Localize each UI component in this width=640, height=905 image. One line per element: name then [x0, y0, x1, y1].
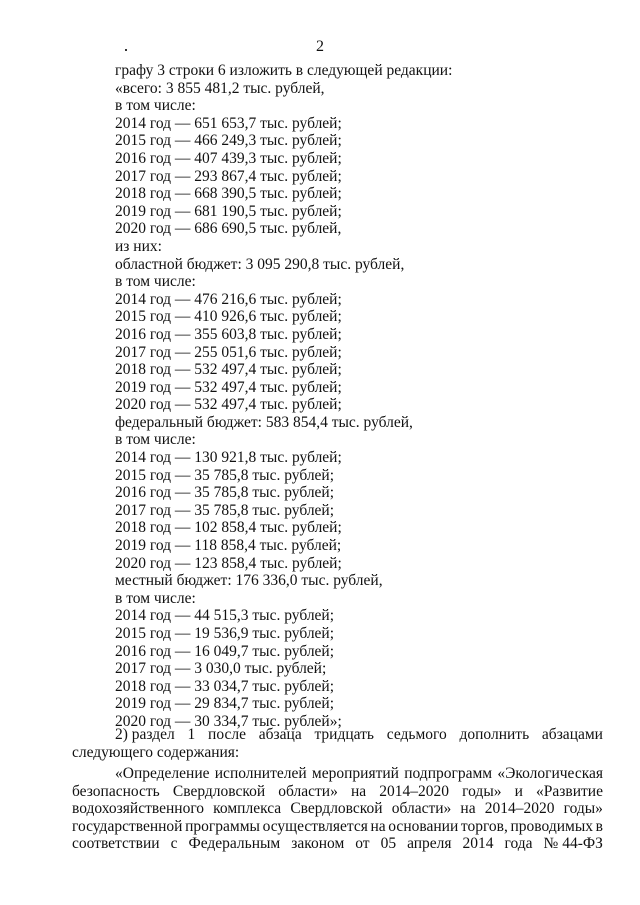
justified-line: [72, 765, 603, 783]
including-label: в том числе:: [115, 589, 196, 607]
year-line: 2018 год — 668 390,5 тыс. рублей;: [115, 185, 342, 203]
word-row: [72, 800, 603, 818]
justified-line: [72, 726, 603, 744]
year-line: 2018 год — 33 034,7 тыс. рублей;: [115, 677, 335, 695]
intro-line: графу 3 строки 6 изложить в следующей редакции:: [115, 62, 453, 79]
word: на: [460, 800, 476, 818]
word: осуществляется: [262, 817, 368, 835]
word: абзаца: [258, 726, 302, 743]
word: подпрограмм: [404, 765, 493, 782]
word: на: [350, 782, 367, 800]
word: мероприятий: [311, 765, 399, 782]
page-number: 2: [316, 38, 324, 55]
word: 2014–2020: [379, 782, 450, 800]
scan-dot: [125, 49, 127, 51]
justified-line: [72, 818, 603, 836]
word-row: [72, 818, 603, 836]
regional-budget-line: областной бюджет: 3 095 290,8 тыс. рублей,: [115, 255, 405, 273]
year-line: 2017 год — 3 030,0 тыс. рублей;: [115, 660, 327, 678]
word-row: [115, 765, 603, 783]
word: законом: [291, 835, 345, 853]
year-line: 2016 год — 16 049,7 тыс. рублей;: [115, 642, 335, 660]
year-line: 2019 год — 681 190,5 тыс. рублей;: [115, 202, 342, 220]
year-line: 2014 год — 651 653,7 тыс. рублей;: [115, 114, 342, 132]
local-budget-line: местный бюджет: 176 336,0 тыс. рублей,: [115, 572, 383, 590]
year-line: 2015 год — 35 785,8 тыс. рублей;: [115, 466, 335, 484]
word-row: [115, 726, 603, 744]
word: Федеральным: [188, 835, 281, 853]
of-them-label: из них:: [115, 237, 162, 255]
word: № 44-ФЗ: [543, 835, 603, 853]
word: и: [514, 782, 523, 800]
word: торгов,: [460, 817, 508, 835]
word: комплекса: [213, 800, 282, 818]
year-line: 2016 год — 355 603,8 тыс. рублей;: [115, 325, 342, 343]
word: программы: [185, 817, 260, 835]
word: на: [370, 817, 386, 835]
word: в: [595, 817, 603, 835]
word: безопасность: [72, 782, 160, 800]
word: «Определение: [115, 765, 210, 782]
including-label: в том числе:: [115, 273, 196, 291]
word: «Экологическая: [497, 765, 603, 782]
word: 1: [187, 726, 196, 743]
word: области»: [278, 782, 338, 800]
word: «Развитие: [536, 782, 603, 800]
word-row: [72, 783, 603, 801]
year-line: 2015 год — 466 249,3 тыс. рублей;: [115, 132, 342, 150]
justified-line: [72, 800, 603, 818]
justified-line: [72, 783, 603, 801]
word-row: [72, 835, 603, 853]
year-line: 2015 год — 410 926,6 тыс. рублей;: [115, 308, 342, 326]
word: государственной: [72, 817, 183, 835]
word: Свердловской: [290, 800, 383, 818]
word: тридцать: [314, 726, 374, 743]
word: соответствии: [72, 835, 160, 853]
total-line: «всего: 3 855 481,2 тыс. рублей,: [115, 79, 325, 97]
word: проводимых: [510, 817, 593, 835]
year-line: 2018 год — 532 497,4 тыс. рублей;: [115, 361, 342, 379]
word: 05: [380, 835, 397, 853]
word: от: [355, 835, 370, 853]
word: исполнителей: [214, 765, 307, 782]
year-line: 2016 год — 35 785,8 тыс. рублей;: [115, 484, 335, 502]
paragraph-line: следующего содержания:: [72, 743, 240, 761]
item-2-paragraph: [72, 726, 603, 761]
word: года: [504, 835, 533, 853]
including-label: в том числе:: [115, 97, 196, 115]
word: водохозяйственного: [72, 800, 205, 818]
year-line: 2019 год — 118 858,4 тыс. рублей;: [115, 537, 342, 555]
year-line: 2019 год — 532 497,4 тыс. рублей;: [115, 378, 342, 396]
year-line: 2016 год — 407 439,3 тыс. рублей;: [115, 149, 342, 167]
word: 2014–2020: [484, 800, 555, 818]
justified-line: [72, 835, 603, 853]
federal-budget-line: федеральный бюджет: 583 854,4 тыс. рублей,: [115, 413, 413, 431]
year-line: 2020 год — 532 497,4 тыс. рублей;: [115, 396, 342, 414]
year-line: 2018 год — 102 858,4 тыс. рублей;: [115, 519, 342, 537]
year-line: 2017 год — 293 867,4 тыс. рублей;: [115, 167, 342, 185]
year-line: 2020 год — 123 858,4 тыс. рублей;: [115, 554, 342, 572]
year-line: 2015 год — 19 536,9 тыс. рублей;: [115, 625, 335, 642]
year-line: 2017 год — 35 785,8 тыс. рублей;: [115, 501, 335, 519]
word: с: [170, 835, 178, 853]
year-line: 2014 год — 130 921,8 тыс. рублей;: [115, 449, 342, 467]
word: 2014: [462, 835, 494, 853]
word: седьмого: [386, 726, 447, 743]
word: годы»: [462, 782, 502, 800]
year-line: 2020 год — 30 334,7 тыс. рублей»;: [115, 712, 342, 730]
year-line: 2017 год — 255 051,6 тыс. рублей;: [115, 343, 342, 361]
year-line: 2019 год — 29 834,7 тыс. рублей;: [115, 695, 335, 713]
word: годы»: [563, 800, 603, 818]
amendment-block: [115, 62, 452, 731]
word: дополнить: [459, 726, 530, 743]
including-label: в том числе:: [115, 431, 196, 449]
year-line: 2020 год — 686 690,5 тыс. рублей,: [115, 220, 342, 238]
word: Свердловской: [172, 782, 266, 800]
word: 2) раздел: [115, 726, 175, 743]
year-line: 2014 год — 44 515,3 тыс. рублей;: [115, 607, 335, 625]
word: апреля: [407, 835, 452, 853]
word: абзацами: [541, 726, 603, 743]
new-paragraph: [72, 765, 603, 853]
word: после: [208, 726, 246, 743]
word: области»: [391, 800, 452, 818]
year-line: 2014 год — 476 216,6 тыс. рублей;: [115, 290, 342, 308]
word: основании: [388, 817, 459, 835]
